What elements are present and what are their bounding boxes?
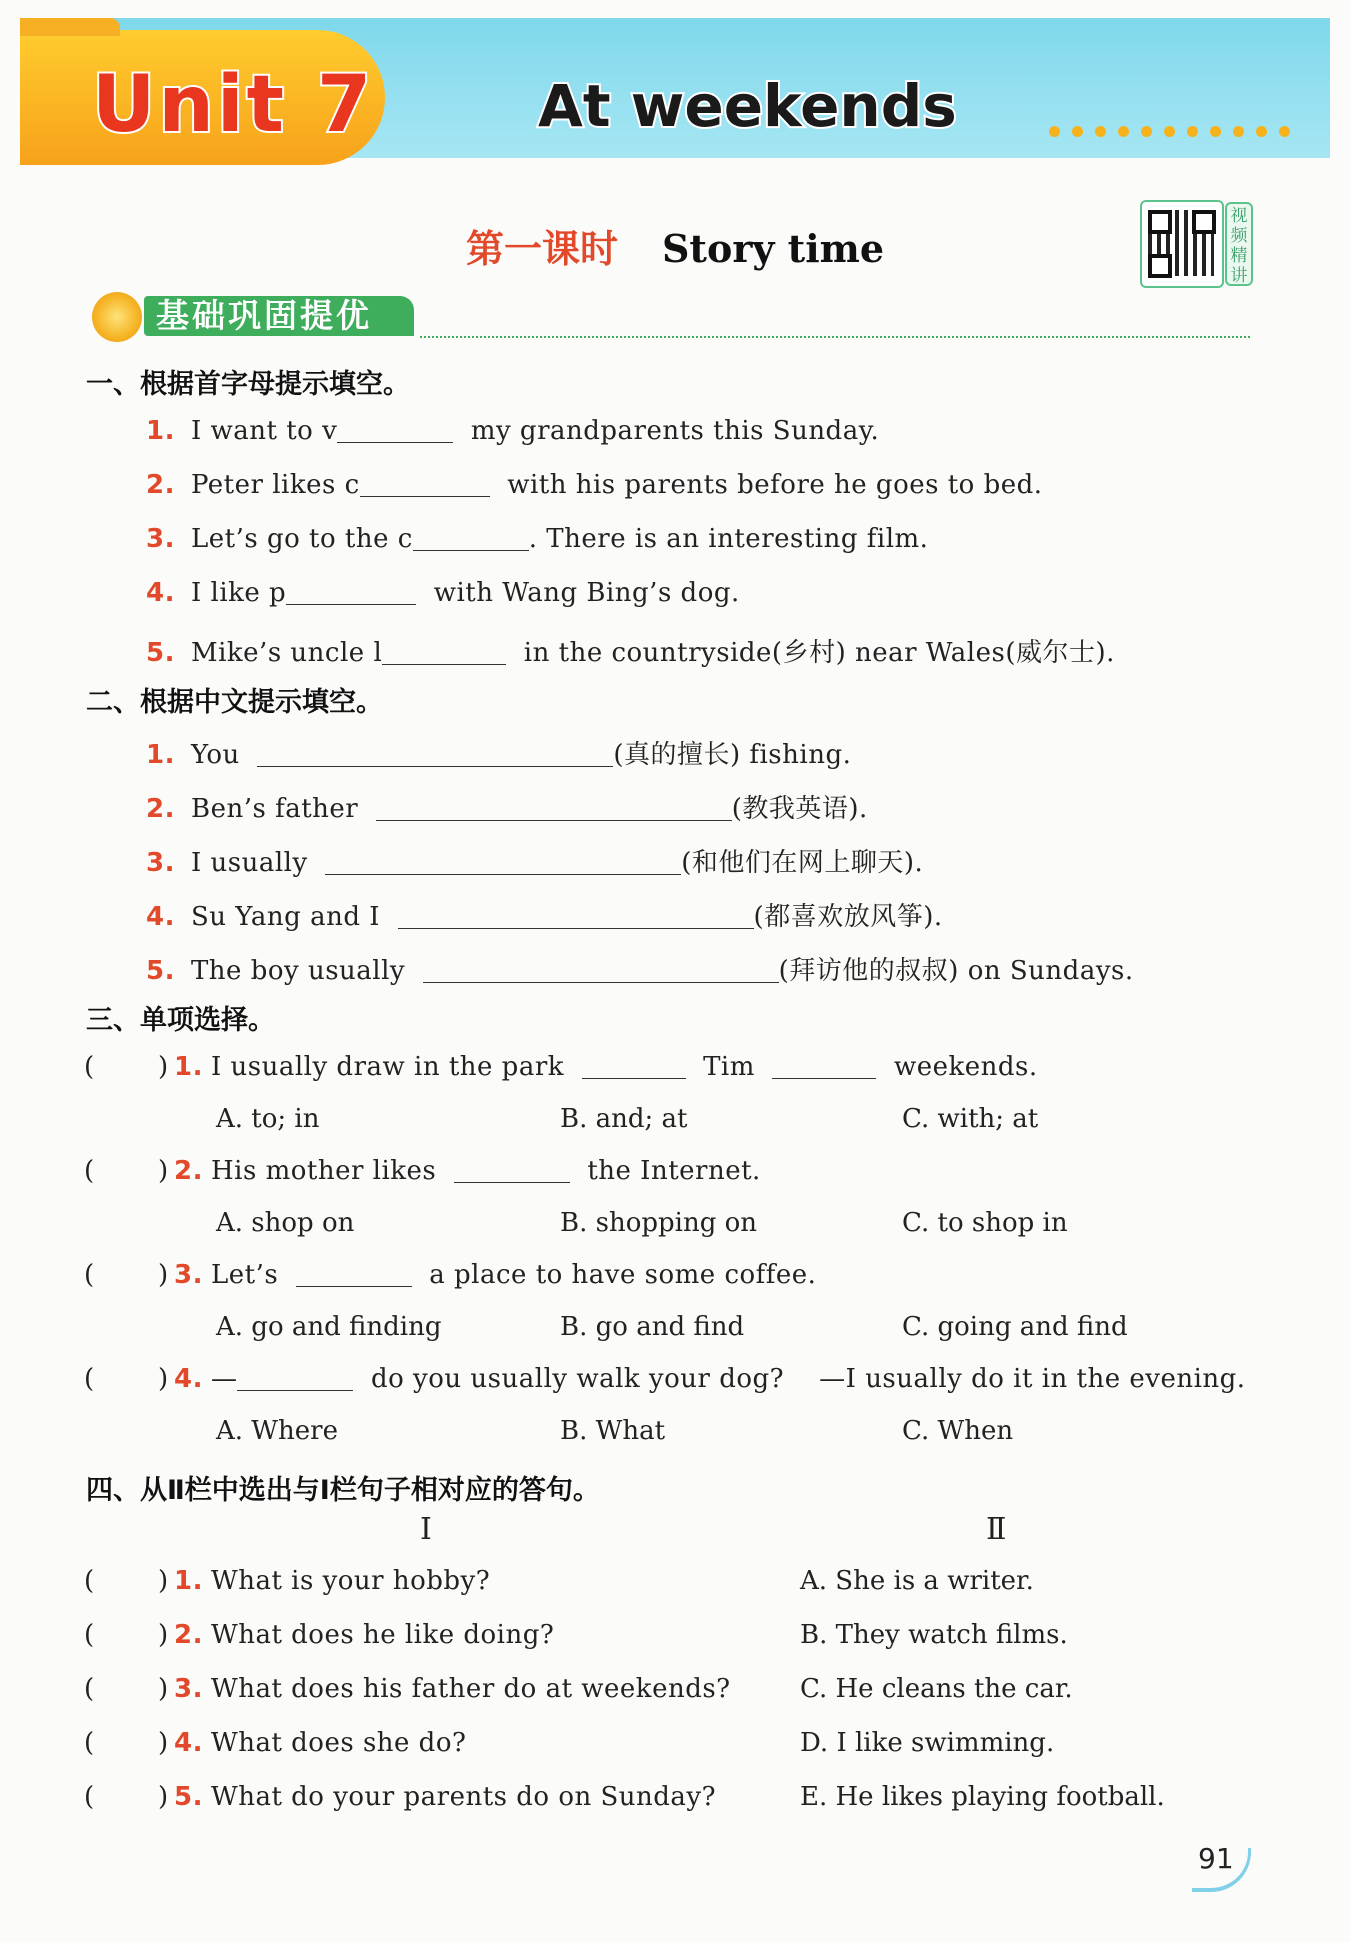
option-a[interactable]: A. go and finding [216,1312,442,1342]
option-a[interactable]: A. shop on [216,1208,355,1238]
match-answer: E. He likes playing football. [800,1782,1165,1812]
match-question: 2. What does he like doing? [174,1620,555,1650]
answer-blank[interactable] [325,850,681,875]
answer-blank[interactable] [382,640,506,665]
match-answer: A. She is a writer. [800,1566,1034,1596]
sun-badge-icon [92,292,142,342]
part1-item: 3. Let’s go to the c . There is an interesting film. [146,524,929,554]
part3-question: 3. Let’s a place to have some coffee. [174,1260,817,1290]
section-divider [420,336,1250,338]
answer-blank[interactable] [582,1054,686,1079]
answer-paren-close: ) [158,1364,169,1394]
option-b[interactable]: B. go and find [560,1312,745,1342]
unit-title: At weekends [538,72,957,140]
part3-question: 1. I usually draw in the park Tim weekends. [174,1052,1038,1082]
unit-label: Unit 7 [92,60,375,150]
qr-code-icon[interactable] [1140,200,1224,288]
part2-item: 5. The boy usually (拜访他的叔叔) on Sundays. [146,956,1134,986]
answer-paren-close: ) [158,1566,169,1596]
part3-question: 4. — do you usually walk your dog? —I usually do it in the evening. [174,1364,1246,1394]
part2-item: 3. I usually (和他们在网上聊天). [146,848,924,878]
answer-paren-open: ( [84,1052,95,1082]
match-question: 3. What does his father do at weekends? [174,1674,731,1704]
answer-blank[interactable] [398,904,754,929]
decorative-dots [1049,126,1290,137]
option-a[interactable]: A. to; in [216,1104,320,1134]
part1-item: 1. I want to v my grandparents this Sunday. [146,416,880,446]
part1-heading: 一、根据首字母提示填空。 [86,369,410,400]
option-b[interactable]: B. shopping on [560,1208,758,1238]
answer-blank[interactable] [772,1054,876,1079]
part1-item: 4. I like p with Wang Bing’s dog. [146,578,740,608]
part2-item: 4. Su Yang and I (都喜欢放风筝). [146,902,943,932]
part3-heading: 三、单项选择。 [86,1005,275,1036]
lesson-title-cn: 第一课时 [465,226,618,271]
section-tag-label: 基础巩固提优 [156,296,372,335]
match-answer: C. He cleans the car. [800,1674,1073,1704]
answer-paren-close: ) [158,1674,169,1704]
answer-blank[interactable] [237,1366,353,1391]
answer-blank[interactable] [454,1158,570,1183]
video-label: 视 频 精 讲 [1225,202,1253,286]
answer-paren-close: ) [158,1052,169,1082]
answer-paren-close: ) [158,1620,169,1650]
answer-blank[interactable] [257,742,613,767]
option-a[interactable]: A. Where [216,1416,338,1446]
match-question: 4. What does she do? [174,1728,467,1758]
match-question: 5. What do your parents do on Sunday? [174,1782,717,1812]
answer-paren-open: ( [84,1782,95,1812]
answer-paren-open: ( [84,1620,95,1650]
answer-paren-open: ( [84,1364,95,1394]
match-answer: B. They watch films. [800,1620,1068,1650]
option-b[interactable]: B. What [560,1416,666,1446]
answer-paren-close: ) [158,1156,169,1186]
part2-heading: 二、根据中文提示填空。 [86,687,383,718]
part1-item: 5. Mike’s uncle l in the countryside(乡村) near Wales(威尔士). [146,638,1115,668]
answer-paren-open: ( [84,1156,95,1186]
match-answer: D. I like swimming. [800,1728,1055,1758]
answer-paren-close: ) [158,1782,169,1812]
answer-blank[interactable] [296,1262,412,1287]
part2-item: 1. You (真的擅长) fishing. [146,740,852,770]
match-question: 1. What is your hobby? [174,1566,491,1596]
answer-paren-open: ( [84,1566,95,1596]
answer-blank[interactable] [286,580,416,605]
option-b[interactable]: B. and; at [560,1104,688,1134]
part2-item: 2. Ben’s father (教我英语). [146,794,868,824]
part1-item: 2. Peter likes c with his parents before he goes to bed. [146,470,1043,500]
answer-paren-close: ) [158,1260,169,1290]
answer-blank[interactable] [337,418,453,443]
option-c[interactable]: C. going and find [902,1312,1128,1342]
answer-paren-close: ) [158,1728,169,1758]
column-2-header: Ⅱ [986,1512,1007,1547]
column-1-header: Ⅰ [420,1512,432,1547]
answer-blank[interactable] [376,796,732,821]
answer-blank[interactable] [413,526,529,551]
part3-question: 2. His mother likes the Internet. [174,1156,761,1186]
option-c[interactable]: C. to shop in [902,1208,1068,1238]
lesson-title-en: Story time [661,226,885,271]
answer-paren-open: ( [84,1728,95,1758]
answer-paren-open: ( [84,1674,95,1704]
part4-heading: 四、从Ⅱ栏中选出与Ⅰ栏句子相对应的答句。 [86,1475,600,1506]
section-tag [92,292,422,336]
page-number: 91 [1198,1842,1234,1875]
option-c[interactable]: C. with; at [902,1104,1039,1134]
answer-blank[interactable] [360,472,490,497]
answer-paren-open: ( [84,1260,95,1290]
answer-blank[interactable] [423,958,779,983]
option-c[interactable]: C. When [902,1416,1014,1446]
